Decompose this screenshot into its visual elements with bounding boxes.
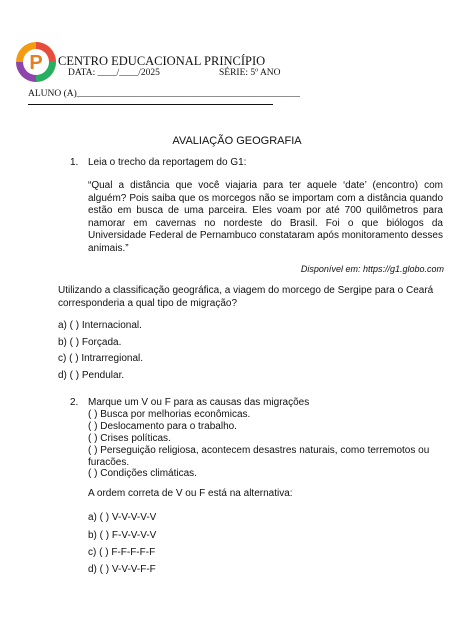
question-2-number: 2. [70, 397, 79, 408]
question-2-item[interactable]: ( ) Deslocamento para o trabalho. [88, 421, 237, 432]
student-name-field: ALUNO (A)_______________________________________________ [28, 89, 301, 99]
question-2-alternative-d[interactable]: d) ( ) V-V-V-F-F [88, 564, 156, 575]
question-1-option-a[interactable]: a) ( ) Internacional. [58, 320, 142, 331]
question-1-prompt: Utilizando a classificação geográfica, a viagem do morcego de Sergipe para o Ceará corresponderia a qual tipo de migração? [58, 285, 434, 309]
page-title: AVALIAÇÃO GEOGRAFIA [172, 135, 302, 147]
question-2-alternative-c[interactable]: c) ( ) F-F-F-F-F [88, 547, 156, 558]
quote-source: Disponível em: https://g1.globo.com [300, 264, 444, 274]
question-2-answer-prompt: A ordem correta de V ou F está na alternativa: [88, 488, 293, 499]
question-1-number: 1. [70, 157, 79, 168]
question-2-alternative-a[interactable]: a) ( ) V-V-V-V-V [88, 512, 157, 523]
question-2-item[interactable]: ( ) Crises políticas. [88, 433, 171, 444]
date-field: DATA: ____/____/2025 [68, 68, 160, 78]
news-quote: “Qual a distância que você viajaria para ter aquele ‘date’ (encontro) com alguém? Pois saiba que os morcegos não se importam com a distância quando estão em busca de uma parceira. Eles voam por até 700 quilômetros para namorar em cavernas no nordeste do Brasil. Foi o que biólogos da Universidade Federal de Pernambuco constataram após monitoramento desses animais.” [88, 180, 443, 254]
question-2-item[interactable]: ( ) Condições climáticas. [88, 468, 197, 479]
question-1-option-b[interactable]: b) ( ) Forçada. [58, 337, 122, 348]
header-divider [28, 104, 273, 105]
question-1-intro: Leia o trecho da reportagem do G1: [88, 157, 247, 168]
question-2-item[interactable]: ( ) Busca por melhorias econômicas. [88, 409, 251, 420]
school-name: CENTRO EDUCACIONAL PRINCÍPIO [58, 54, 266, 68]
serie-field: SÉRIE: 5º ANO [219, 68, 281, 78]
question-2-alternative-b[interactable]: b) ( ) F-V-V-V-V [88, 530, 157, 541]
question-2-intro: Marque um V ou F para as causas das migrações [88, 397, 310, 408]
question-2-item[interactable]: ( ) Perseguição religiosa, acontecem desastres naturais, como terremotos ou furacões. [88, 445, 430, 468]
question-1-option-d[interactable]: d) ( ) Pendular. [58, 370, 125, 381]
question-1-option-c[interactable]: c) ( ) Intrarregional. [58, 353, 144, 364]
svg-text:P: P [29, 52, 43, 74]
school-logo [14, 40, 58, 84]
